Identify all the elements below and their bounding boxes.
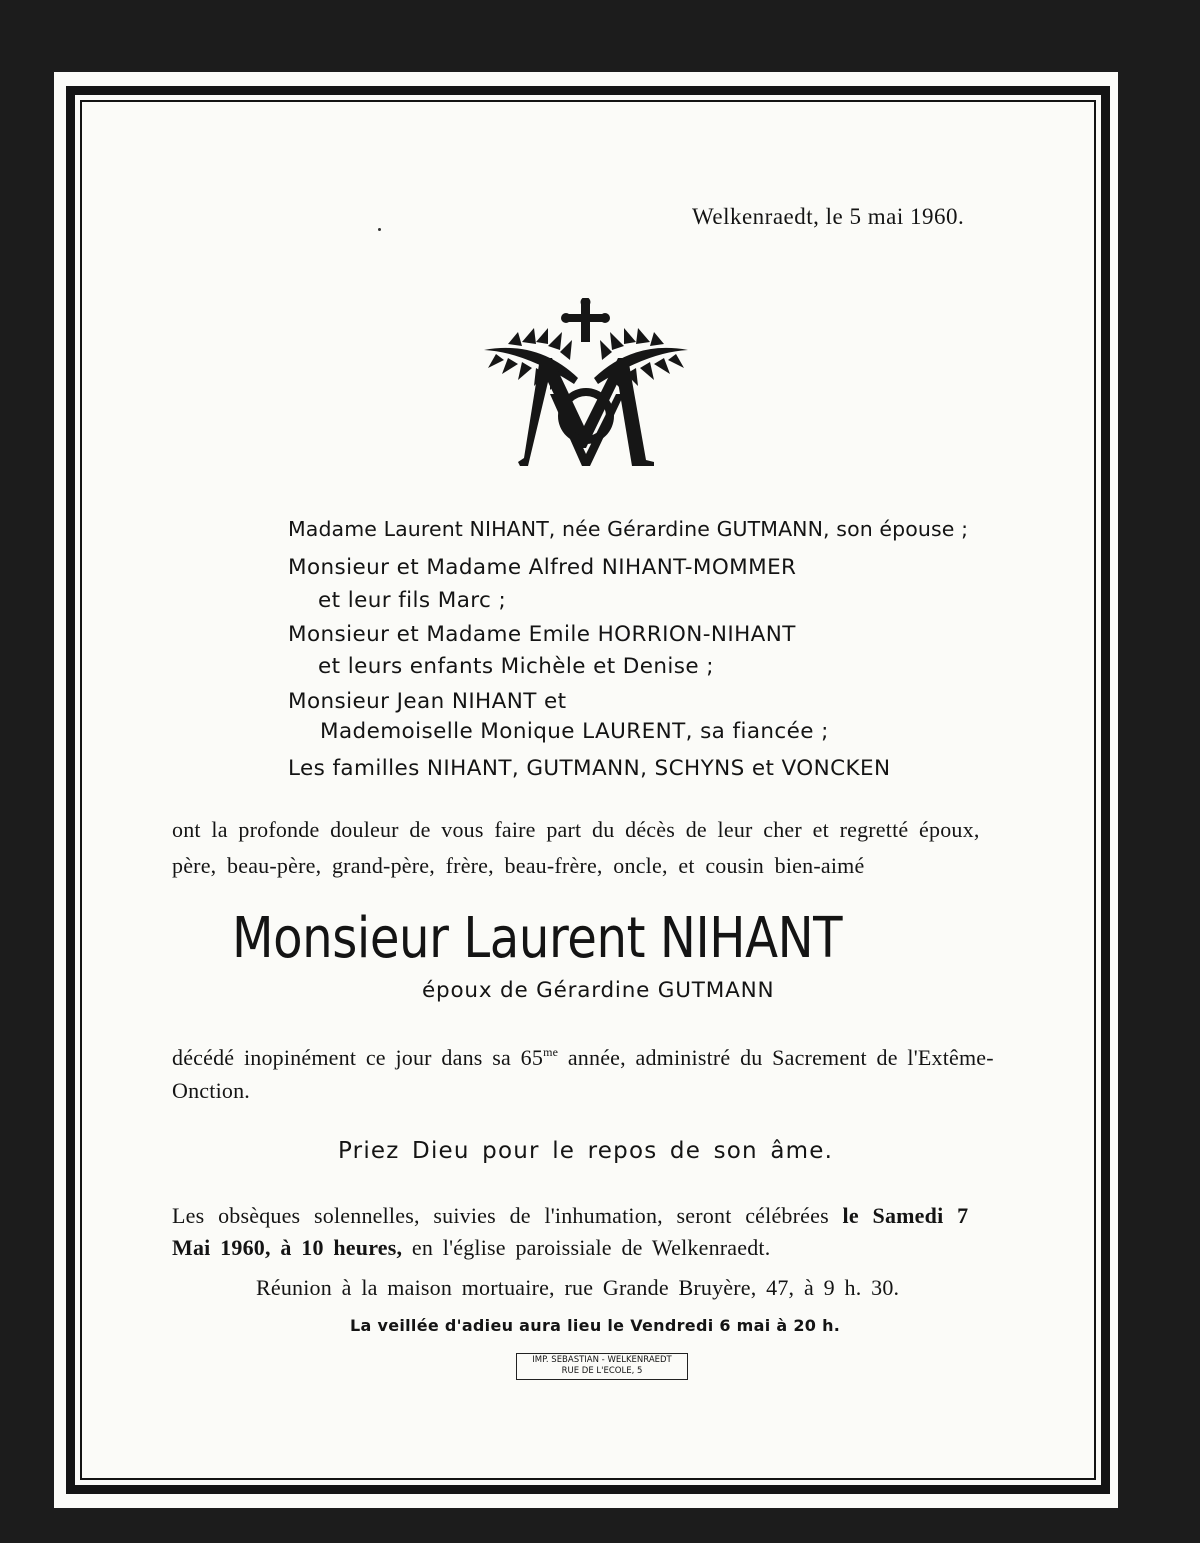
family-line-marc: et leur fils Marc ;	[318, 588, 507, 613]
deceased-name: Monsieur Laurent NIHANT	[232, 906, 843, 971]
printer-name: IMP. SEBASTIAN - WELKENRAEDT	[532, 1355, 672, 1365]
funeral-date-part-2: Mai 1960, à 10 heures,	[172, 1235, 403, 1260]
funeral-line-2	[172, 1235, 770, 1261]
family-line-children: et leurs enfants Michèle et Denise ;	[318, 654, 714, 679]
funeral-line-1	[172, 1203, 968, 1229]
family-line-widow: Madame Laurent NIHANT, née Gérardine GUTMANN, son épouse ;	[288, 517, 969, 541]
ordinal-suffix: me	[543, 1045, 559, 1059]
family-line-families: Les familles NIHANT, GUTMANN, SCHYNS et VONCKEN	[288, 756, 891, 781]
cross-palm-monogram-icon	[478, 298, 694, 470]
family-line-alfred: Monsieur et Madame Alfred NIHANT-MOMMER	[288, 555, 797, 580]
funeral-line-1-text: Les obsèques solennelles, suivies de l'inhumation, seront célébrées	[172, 1203, 843, 1228]
printer-address: RUE DE L'ECOLE, 5	[561, 1366, 643, 1376]
announcement-line-1: ont la profonde douleur de vous faire part du décès de leur cher et regretté époux,	[172, 817, 980, 842]
announcement-line-2: père, beau-père, grand-père, frère, beau-frère, oncle, et cousin bien-aimé	[172, 853, 865, 878]
death-line-1-text: décédé inopinément ce jour dans sa 65	[172, 1045, 544, 1070]
death-line-1	[172, 1045, 994, 1071]
death-line-1-rest: année, administré du Sacrement de l'Extême-	[558, 1045, 994, 1070]
family-line-emile: Monsieur et Madame Emile HORRION-NIHANT	[288, 622, 796, 647]
dateline: Welkenraedt, le 5 mai 1960.	[692, 204, 965, 229]
family-line-monique: Mademoiselle Monique LAURENT, sa fiancée ;	[320, 719, 829, 744]
family-line-jean: Monsieur Jean NIHANT et	[288, 689, 567, 714]
printer-stamp	[516, 1353, 688, 1380]
vigil-line: La veillée d'adieu aura lieu le Vendredi 6 mai à 20 h.	[350, 1316, 841, 1335]
funeral-line-2-text: en l'église paroissiale de Welkenraedt.	[402, 1235, 771, 1260]
paper-speck	[378, 228, 381, 231]
funeral-date-part-1: le Samedi 7	[842, 1203, 969, 1228]
reunion-line: Réunion à la maison mortuaire, rue Grande Bruyère, 47, à 9 h. 30.	[256, 1275, 900, 1300]
prayer-line: Priez Dieu pour le repos de son âme.	[338, 1138, 834, 1164]
deceased-spouse: époux de Gérardine GUTMANN	[422, 978, 775, 1003]
death-line-2: Onction.	[172, 1078, 250, 1103]
